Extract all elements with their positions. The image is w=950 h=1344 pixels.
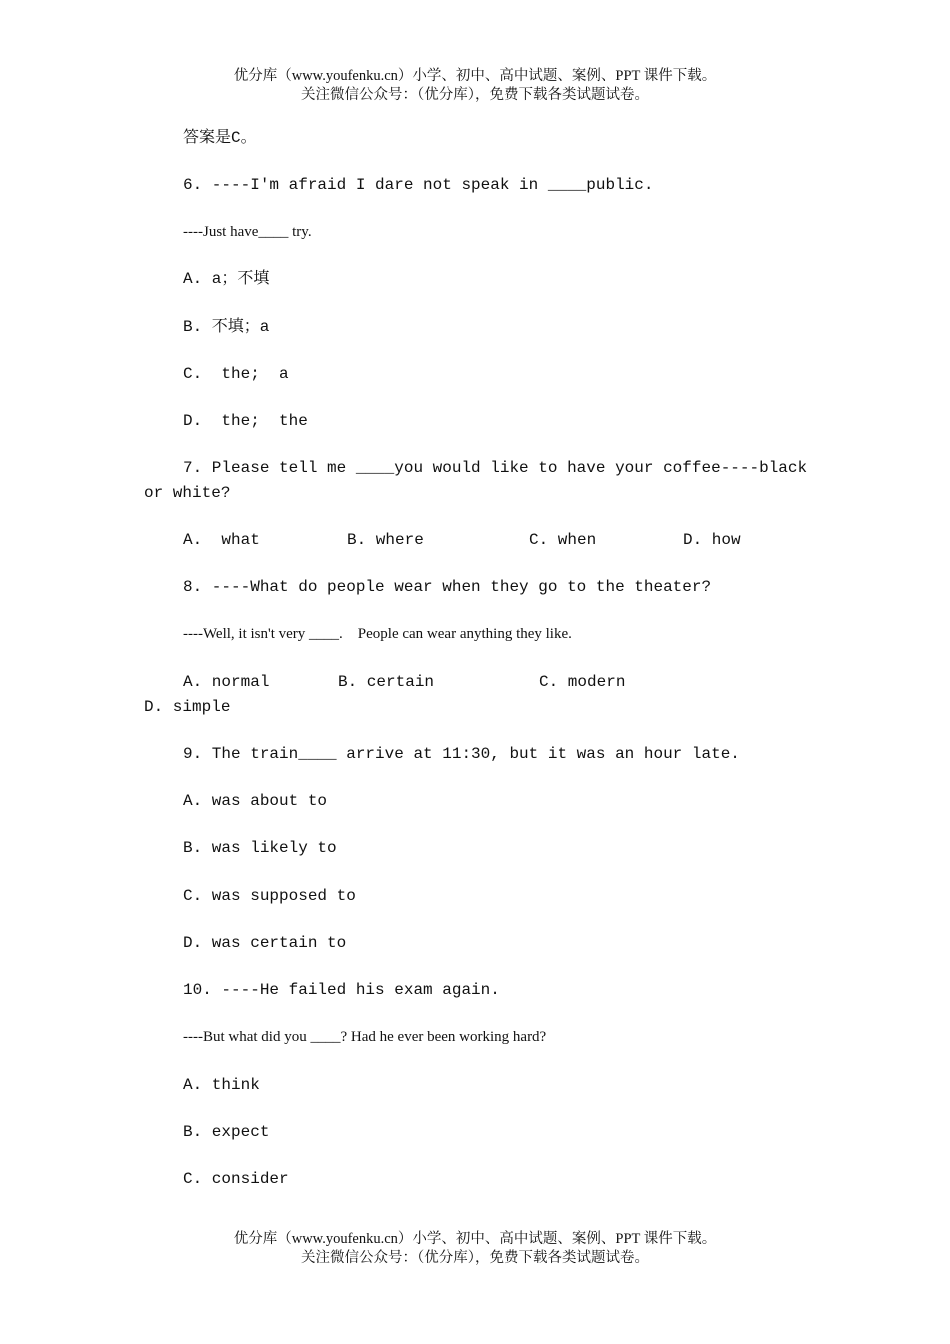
question-9-stem: 9. The train____ arrive at 11:30, but it was an hour late. xyxy=(183,745,740,763)
question-7-option-c: C. when xyxy=(529,531,597,549)
previous-answer: 答案是C。 xyxy=(183,129,257,147)
question-10-option-a: A. think xyxy=(183,1076,260,1094)
question-7-option-a: A. what xyxy=(183,531,260,549)
question-9-option-d: D. was certain to xyxy=(183,934,347,952)
question-7-stem-line-1: 7. Please tell me ____you would like to have your coffee----black xyxy=(183,459,808,477)
question-8-option-d: D. simple xyxy=(144,698,231,716)
footer-line-2: 关注微信公众号：（优分库），免费下载各类试题试卷。 xyxy=(301,1250,649,1266)
question-8-stem: 8. ----What do people wear when they go to the theater? xyxy=(183,578,712,596)
header-line-2: 关注微信公众号：（优分库），免费下载各类试题试卷。 xyxy=(301,87,649,103)
question-6-option-a: A. a；不填 xyxy=(183,270,270,288)
footer-line-1: 优分库（www.youfenku.cn）小学、初中、高中试题、案例、PPT 课件下载。 xyxy=(233,1231,717,1247)
question-6-option-d: D. the; the xyxy=(183,412,308,430)
question-10-stem: 10. ----He failed his exam again. xyxy=(183,981,500,999)
question-8-reply: ----Well, it isn't very ____. People can wear anything they like. xyxy=(183,626,572,642)
question-6-reply: ----Just have____ try. xyxy=(183,224,312,240)
question-9-option-b: B. was likely to xyxy=(183,839,337,857)
question-7-stem-line-2: or white? xyxy=(144,484,231,502)
question-8-option-b: B. certain xyxy=(338,673,435,691)
question-8-option-a: A. normal xyxy=(183,673,270,691)
question-10-option-b: B. expect xyxy=(183,1123,270,1141)
question-6-option-c: C. the; a xyxy=(183,365,289,383)
question-6-option-b: B. 不填；a xyxy=(183,318,270,336)
question-9-option-c: C. was supposed to xyxy=(183,887,356,905)
question-10-option-c: C. consider xyxy=(183,1170,289,1188)
question-10-reply: ----But what did you ____? Had he ever been working hard? xyxy=(183,1029,547,1045)
question-8-option-c: C. modern xyxy=(539,673,626,691)
question-6-stem: 6. ----I'm afraid I dare not speak in ____public. xyxy=(183,176,654,194)
header-line-1: 优分库（www.youfenku.cn）小学、初中、高中试题、案例、PPT 课件下载。 xyxy=(233,68,717,84)
question-9-option-a: A. was about to xyxy=(183,792,328,810)
question-7-option-b: B. where xyxy=(347,531,424,549)
question-7-option-d: D. how xyxy=(683,531,741,549)
